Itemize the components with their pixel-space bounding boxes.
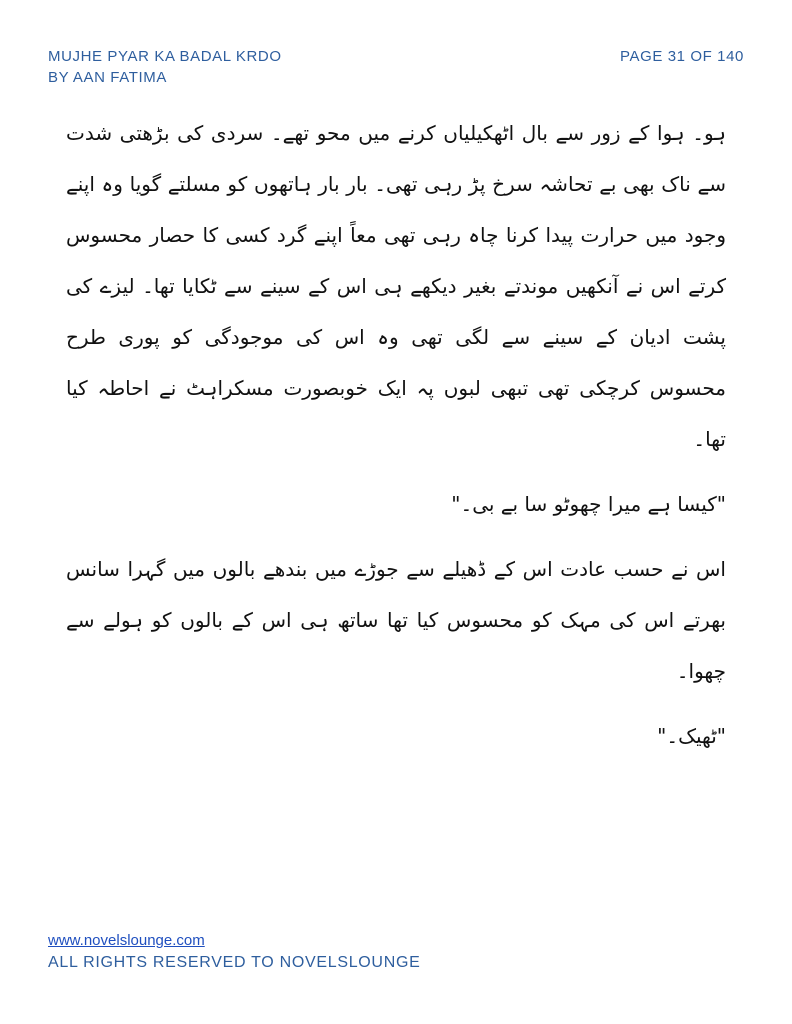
footer [48, 930, 420, 974]
rights-notice: ALL RIGHTS RESERVED TO NOVELSLOUNGE [48, 954, 421, 971]
author-line: BY AAN FATIMA [48, 69, 167, 86]
page-number: PAGE 31 OF 140 [619, 48, 744, 65]
novel-title: MUJHE PYAR KA BADAL KRDO [48, 48, 282, 65]
header-left [48, 46, 282, 88]
website-link[interactable]: www.novelslounge.com [48, 932, 205, 949]
paragraph-3: اس نے حسب عادت اس کے ڈھیلے سے جوڑے میں بندھے بالوں میں گہرا سانس بھرتے اس کی مہک کو محسوس کیا تھا ساتھ ہی اس کے بالوں کو ہولے سے چھوا۔ [66, 557, 726, 683]
paragraph-4-dialogue: "ٹھیک۔" [657, 724, 726, 748]
paragraph-1: ہو۔ ہوا کے زور سے بال اٹھکیلیاں کرنے میں محو تھے۔ سردی کی بڑھتی شدت سے ناک بھی بے تحاشہ سرخ پڑ رہی تھی۔ بار بار ہاتھوں کو مسلتے گویا وہ اپنے وجود میں حرارت پیدا کرنا چاہ رہی تھی معاً اپنے گرد کسی کا حصار محسوس کرتے اس نے آنکھیں موندتے بغیر دیکھے ہی اس کے سینے سے ٹکایا تھا۔ لیزے کی پشت ادیان کے سینے سے لگی تھی وہ اس کی موجودگی کو پوری طرح محسوس کرچکی تھی تبھی لبوں پہ ایک خوبصورت مسکراہٹ نے احاطہ کیا تھا۔ [66, 121, 726, 451]
paragraph-2-dialogue: "کیسا ہے میرا چھوٹو سا بے بی۔" [451, 492, 726, 516]
story-text [66, 108, 726, 762]
